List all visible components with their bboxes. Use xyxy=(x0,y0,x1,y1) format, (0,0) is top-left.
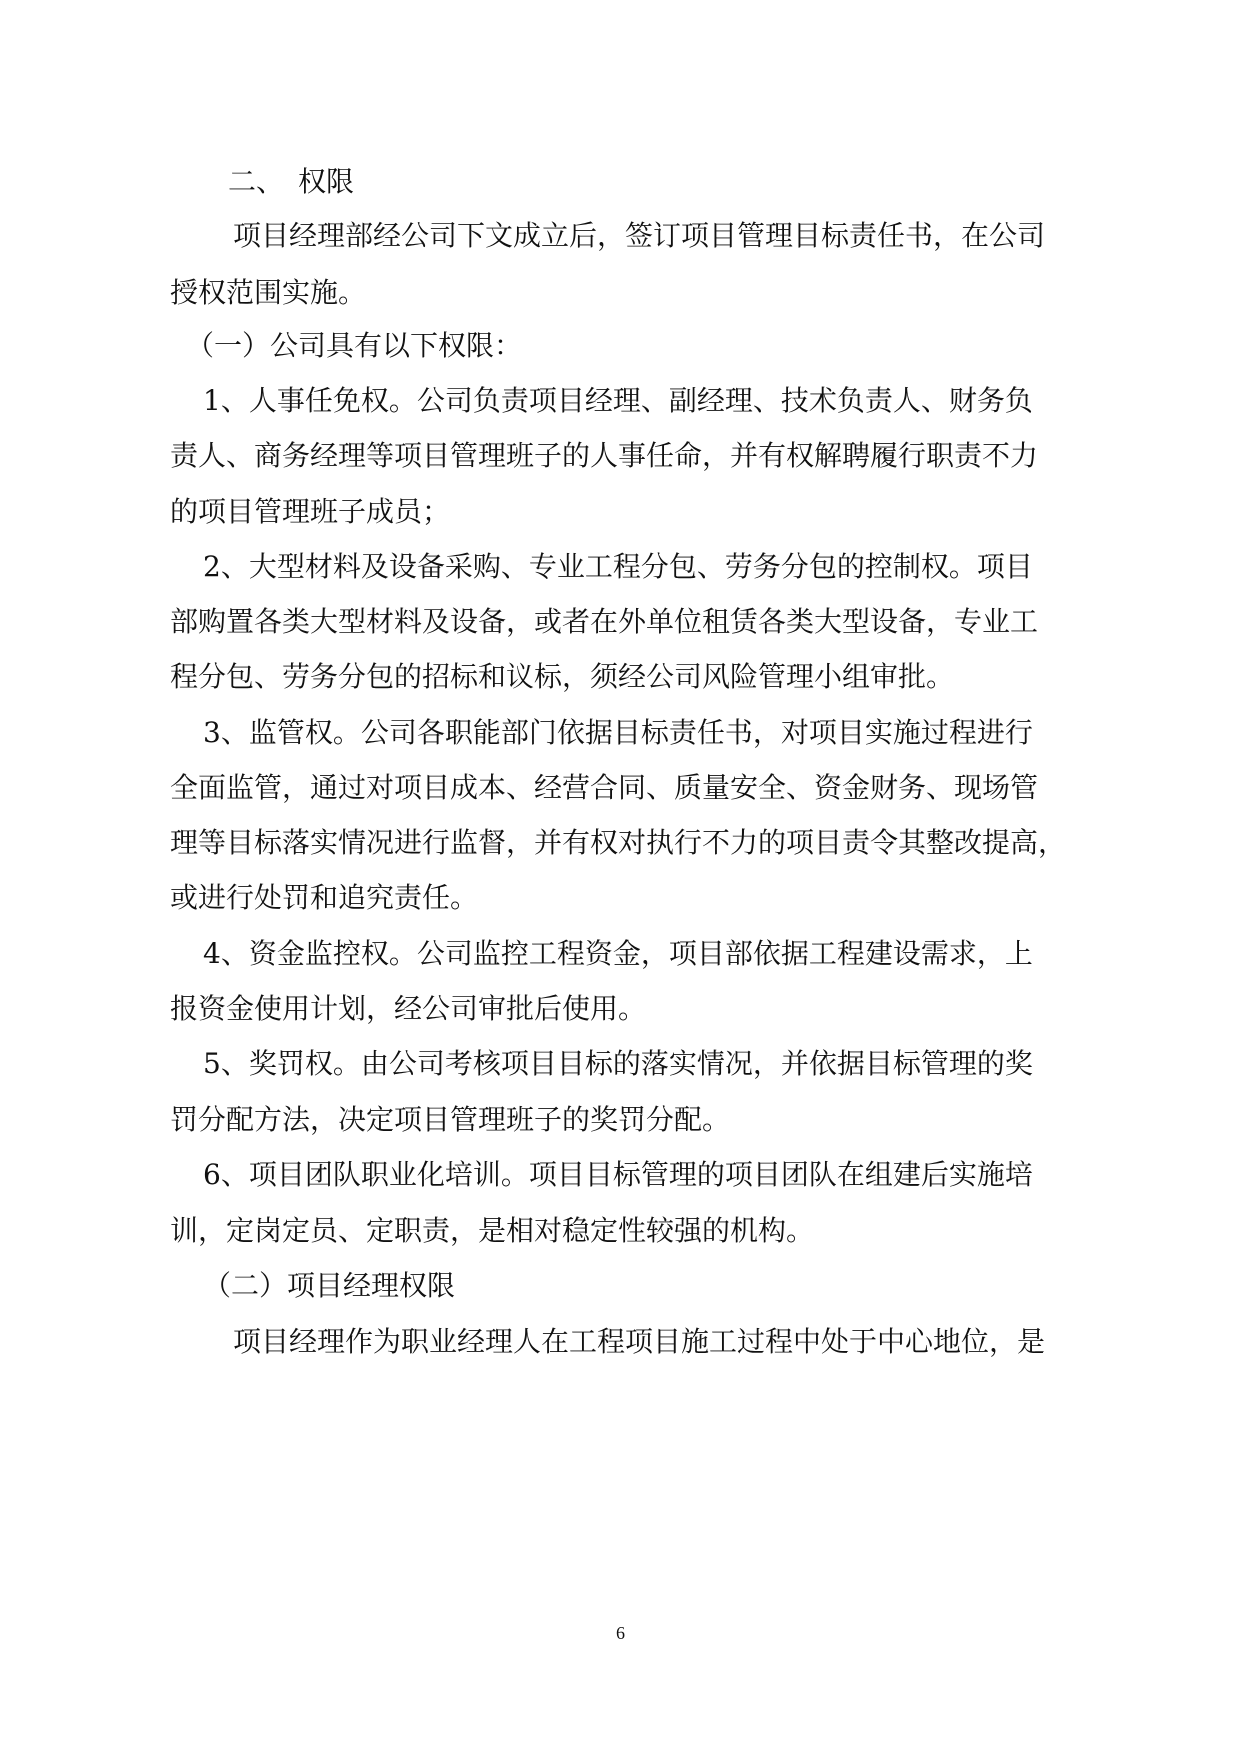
subsection-heading: （二）项目经理权限 xyxy=(203,1269,456,1302)
paragraph-line: 训，定岗定员、定职责，是相对稳定性较强的机构。 xyxy=(170,1214,815,1247)
section-heading: 二、 权限 xyxy=(228,165,355,198)
paragraph-line: 5、奖罚权。由公司考核项目目标的落实情况，并依据目标管理的奖 xyxy=(203,1047,1033,1080)
paragraph-line: 项目经理部经公司下文成立后，签订项目管理目标责任书，在公司 xyxy=(233,219,1046,252)
paragraph-line: 或进行处罚和追究责任。 xyxy=(170,881,479,914)
paragraph-line: 报资金使用计划，经公司审批后使用。 xyxy=(170,992,647,1025)
paragraph-line: 3、监管权。公司各职能部门依据目标责任书，对项目实施过程进行 xyxy=(203,716,1033,749)
subsection-heading: （一）公司具有以下权限： xyxy=(186,329,523,362)
page-number: 6 xyxy=(616,1623,625,1643)
paragraph-line: 项目经理作为职业经理人在工程项目施工过程中处于中心地位，是 xyxy=(233,1325,1046,1358)
paragraph-line: 6、项目团队职业化培训。项目目标管理的项目团队在组建后实施培 xyxy=(203,1158,1033,1191)
paragraph-line: 4、资金监控权。公司监控工程资金，项目部依据工程建设需求，上 xyxy=(203,937,1033,970)
paragraph-line: 授权范围实施。 xyxy=(170,276,367,309)
paragraph-line: 责人、商务经理等项目管理班子的人事任命，并有权解聘履行职责不力 xyxy=(170,439,1039,472)
paragraph-line: 理等目标落实情况进行监督，并有权对执行不力的项目责令其整改提高， xyxy=(170,826,1067,859)
paragraph-line: 程分包、劳务分包的招标和议标，须经公司风险管理小组审批。 xyxy=(170,660,955,693)
paragraph-line: 2、大型材料及设备采购、专业工程分包、劳务分包的控制权。项目 xyxy=(203,550,1033,583)
paragraph-line: 罚分配方法，决定项目管理班子的奖罚分配。 xyxy=(170,1103,731,1136)
paragraph-line: 1、人事任免权。公司负责项目经理、副经理、技术负责人、财务负 xyxy=(203,384,1033,417)
paragraph-line: 全面监管，通过对项目成本、经营合同、质量安全、资金财务、现场管 xyxy=(170,771,1039,804)
paragraph-line: 部购置各类大型材料及设备，或者在外单位租赁各类大型设备，专业工 xyxy=(170,605,1039,638)
paragraph-line: 的项目管理班子成员； xyxy=(170,495,451,528)
